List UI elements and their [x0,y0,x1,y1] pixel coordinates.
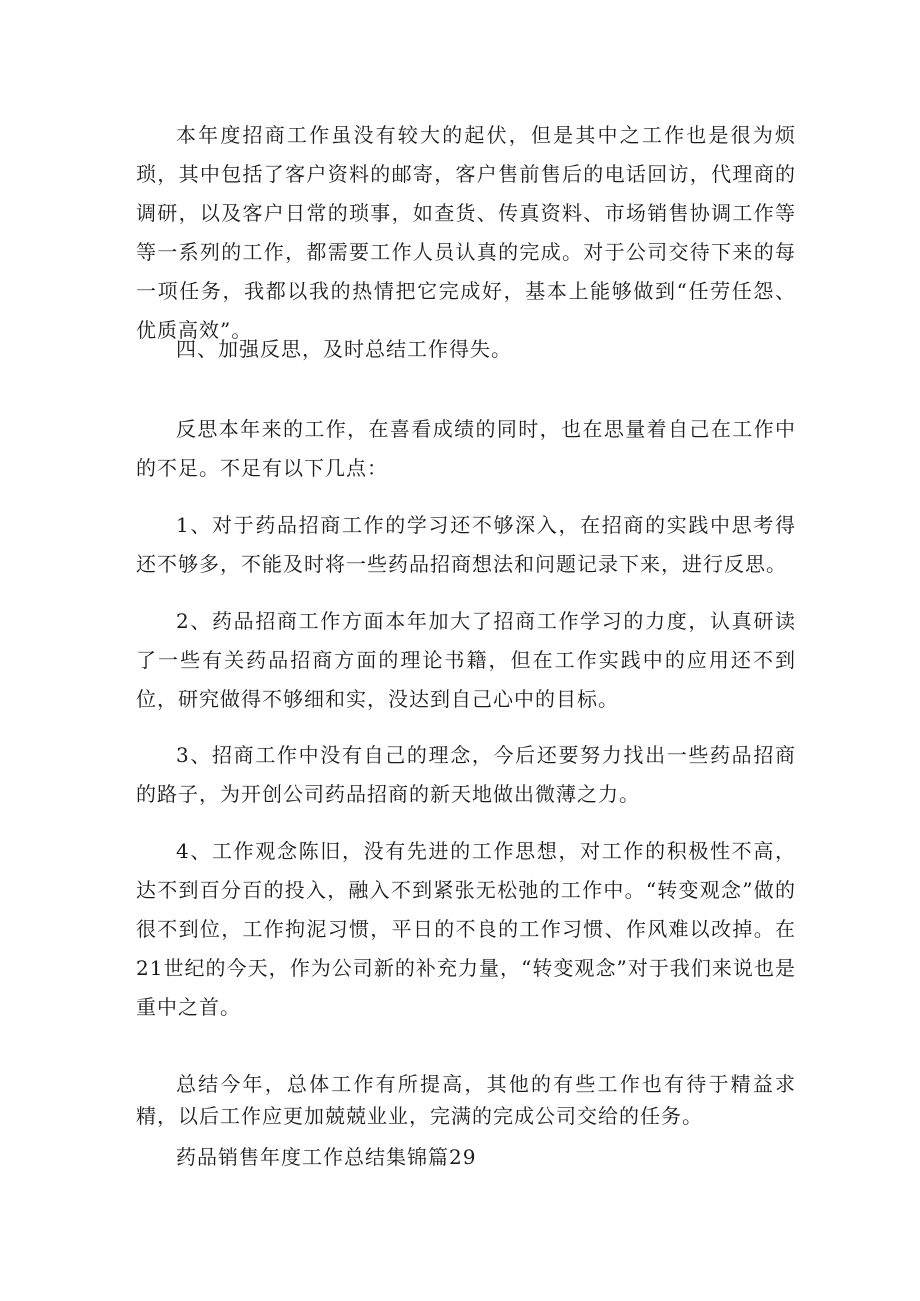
paragraph-conclusion: 总结今年，总体工作有所提高，其他的有些工作也有待于精益求精，以后工作应更加兢兢业业，完满的完成公司交给的任务。 [136,1072,796,1128]
paragraph-reflection-intro: 反思本年来的工作，在喜看成绩的同时，也在思量着自己在工作中的不足。不足有以下几点： [136,417,796,480]
list-item-shortcoming-4: 4、工作观念陈旧，没有先进的工作思想，对工作的积极性不高，达不到百分百的投入，融入不到紧张无松弛的工作中。“转变观念”做的很不到位，工作拘泥习惯，平日的不良的工作习惯、作风难以改掉。在21世纪的今天，作为公司新的补充力量，“转变观念”对于我们来说也是重中之首。 [136,839,796,1019]
section-title-next: 药品销售年度工作总结集锦篇29 [176,1145,477,1169]
list-item-shortcoming-3: 3、招商工作中没有自己的理念，今后还要努力找出一些药品招商的路子，为开创公司药品招商的新天地做出微薄之力。 [136,743,796,806]
list-item-shortcoming-2: 2、药品招商工作方面本年加大了招商工作学习的力度，认真研读了一些有关药品招商方面的理论书籍，但在工作实践中的应用还不到位，研究做得不够细和实，没达到自己心中的目标。 [136,609,796,711]
section-heading-reflection: 四、加强反思，及时总结工作得失。 [176,337,512,361]
list-item-shortcoming-1: 1、对于药品招商工作的学习还不够深入，在招商的实践中思考得还不够多，不能及时将一些药品招商想法和问题记录下来，进行反思。 [136,513,796,576]
paragraph-work-summary: 本年度招商工作虽没有较大的起伏，但是其中之工作也是很为烦琐，其中包括了客户资料的邮寄，客户售前售后的电话回访，代理商的调研，以及客户日常的琐事，如查货、传真资料、市场销售协调工作等等一系列的工作，都需要工作人员认真的完成。对于公司交待下来的每一项任务，我都以我的热情把它完成好，基本上能够做到“任劳任怨、优质高效”。 [136,123,796,342]
